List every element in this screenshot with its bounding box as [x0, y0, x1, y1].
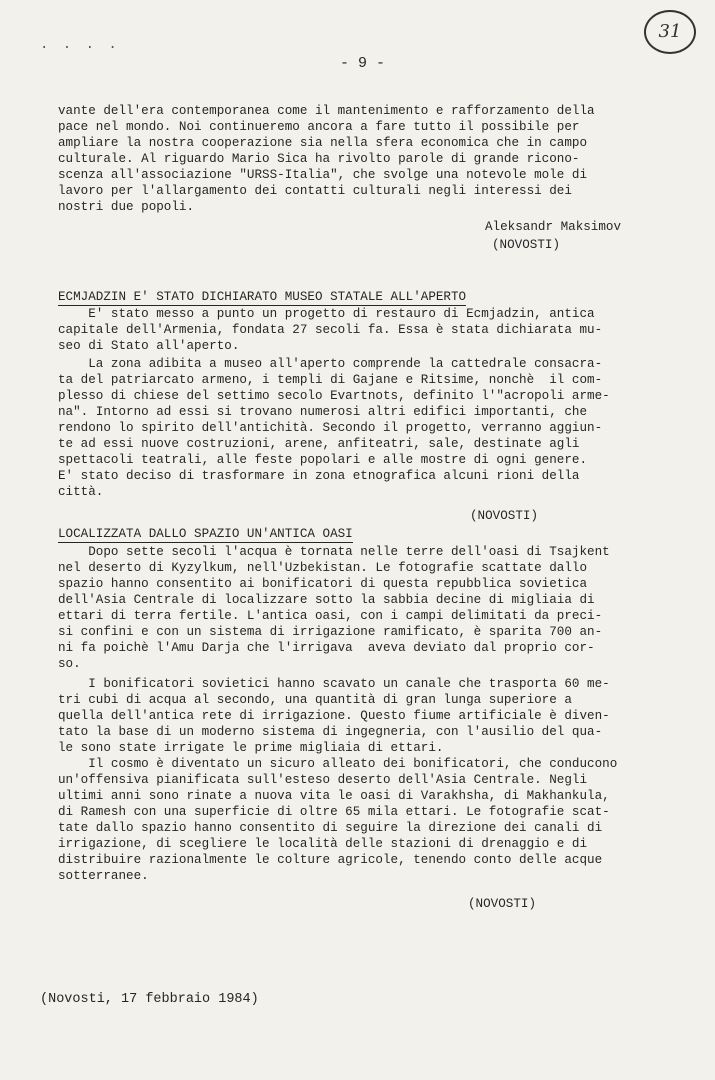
text-line: tato la base di un moderno sistema di ingegneria, con l'ausilio del qua-: [58, 725, 603, 739]
text-line: E' stato deciso di trasformare in zona etnografica alcuni rioni della: [58, 469, 580, 483]
source-credit: (NOVOSTI): [468, 897, 537, 911]
author-signature: Aleksandr Maksimov: [485, 220, 622, 234]
text-line: seo di Stato all'aperto.: [58, 339, 240, 353]
text-line: ultimi anni sono rinate a nuova vita le oasi di Varakhsha, di Makhankula,: [58, 789, 610, 803]
text-line: na". Intorno ad essi si trovano numerosi altri edifici importanti, che: [58, 405, 588, 419]
text-line: ni fa poichè l'Amu Darja che l'irrigava aveva deviato dal proprio cor-: [58, 641, 595, 655]
text-line: capitale dell'Armenia, fondata 27 secoli fa. Essa è stata dichiarata mu-: [58, 323, 603, 337]
text-line: lavoro per l'allargamento dei contatti culturali negli interessi dei: [58, 184, 572, 198]
text-line: culturale. Al riguardo Mario Sica ha rivolto parole di grande ricono-: [58, 152, 580, 166]
text-line: La zona adibita a museo all'aperto comprende la cattedrale consacra-: [58, 357, 603, 371]
source-credit: (NOVOSTI): [492, 238, 561, 252]
article-heading: LOCALIZZATA DALLO SPAZIO UN'ANTICA OASI: [58, 527, 353, 541]
text-line: di Ramesh con una superficie di oltre 65 mila ettari. Le fotografie scat-: [58, 805, 610, 819]
text-line: irrigazione, di scegliere le località delle stazioni di drenaggio e di: [58, 837, 588, 851]
text-line: un'offensiva pianificata sull'esteso deserto dell'Asia Centrale. Negli: [58, 773, 588, 787]
article-heading: ECMJADZIN E' STATO DICHIARATO MUSEO STATALE ALL'APERTO: [58, 290, 467, 304]
text-line: I bonificatori sovietici hanno scavato un canale che trasporta 60 me-: [58, 677, 610, 691]
text-line: distribuire razionalmente le colture agricole, tenendo conto delle acque: [58, 853, 603, 867]
text-line: plesso di chiese del settimo secolo Evartnots, definito l'"acropoli arme-: [58, 389, 610, 403]
text-line: pace nel mondo. Noi continueremo ancora a fare tutto il possibile per: [58, 120, 580, 134]
text-line: nostri due popoli.: [58, 200, 195, 214]
text-line: ampliare la nostra cooperazione sia nella sfera economica che in campo: [58, 136, 588, 150]
text-line: si confini e con un sistema di irrigazione ramificato, è sparita 700 an-: [58, 625, 603, 639]
text-line: Dopo sette secoli l'acqua è tornata nelle terre dell'oasi di Tsajkent: [58, 545, 610, 559]
source-credit: (NOVOSTI): [470, 509, 539, 523]
text-line: ta del patriarcato armeno, i templi di Gajane e Ritsime, nonchè il com-: [58, 373, 603, 387]
text-line: dell'Asia Centrale di localizzare sotto la sabbia decine di migliaia di: [58, 593, 595, 607]
text-line: so.: [58, 657, 81, 671]
text-line: nel deserto di Kyzylkum, nell'Uzbekistan. Le fotografie scattate dallo: [58, 561, 588, 575]
text-line: tri cubi di acqua al secondo, una quantità di gran lunga superiore a: [58, 693, 572, 707]
text-line: Il cosmo è diventato un sicuro alleato dei bonificatori, che conducono: [58, 757, 618, 771]
corner-dots: · · · ·: [40, 40, 120, 56]
text-line: scenza all'associazione "URSS-Italia", che svolge una notevole mole di: [58, 168, 588, 182]
text-line: le sono state irrigate le prime migliaia di ettari.: [58, 741, 444, 755]
text-line: E' stato messo a punto un progetto di restauro di Ecmjadzin, antica: [58, 307, 595, 321]
text-line: tate dallo spazio hanno consentito di seguire la direzione dei canali di: [58, 821, 603, 835]
text-line: te ad essi nuove costruzioni, arene, anfiteatri, sale, destinate agli: [58, 437, 580, 451]
text-line: rendono lo spirito dell'antichità. Secondo il progetto, verranno aggiun-: [58, 421, 603, 435]
archive-stamp: 31: [644, 10, 696, 54]
dateline: (Novosti, 17 febbraio 1984): [40, 992, 259, 1007]
text-line: città.: [58, 485, 104, 499]
text-line: sotterranee.: [58, 869, 149, 883]
text-line: spazio hanno consentito ai bonificatori di questa repubblica sovietica: [58, 577, 588, 591]
text-line: quella dell'antica rete di irrigazione. Questo fiume artificiale è diven-: [58, 709, 610, 723]
text-line: vante dell'era contemporanea come il mantenimento e rafforzamento della: [58, 104, 595, 118]
text-line: ettari di terra fertile. L'antica oasi, con i campi delimitati da preci-: [58, 609, 603, 623]
page-number: - 9 -: [340, 55, 386, 72]
text-line: spettacoli teatrali, alle feste popolari e alle mostre di ogni genere.: [58, 453, 588, 467]
